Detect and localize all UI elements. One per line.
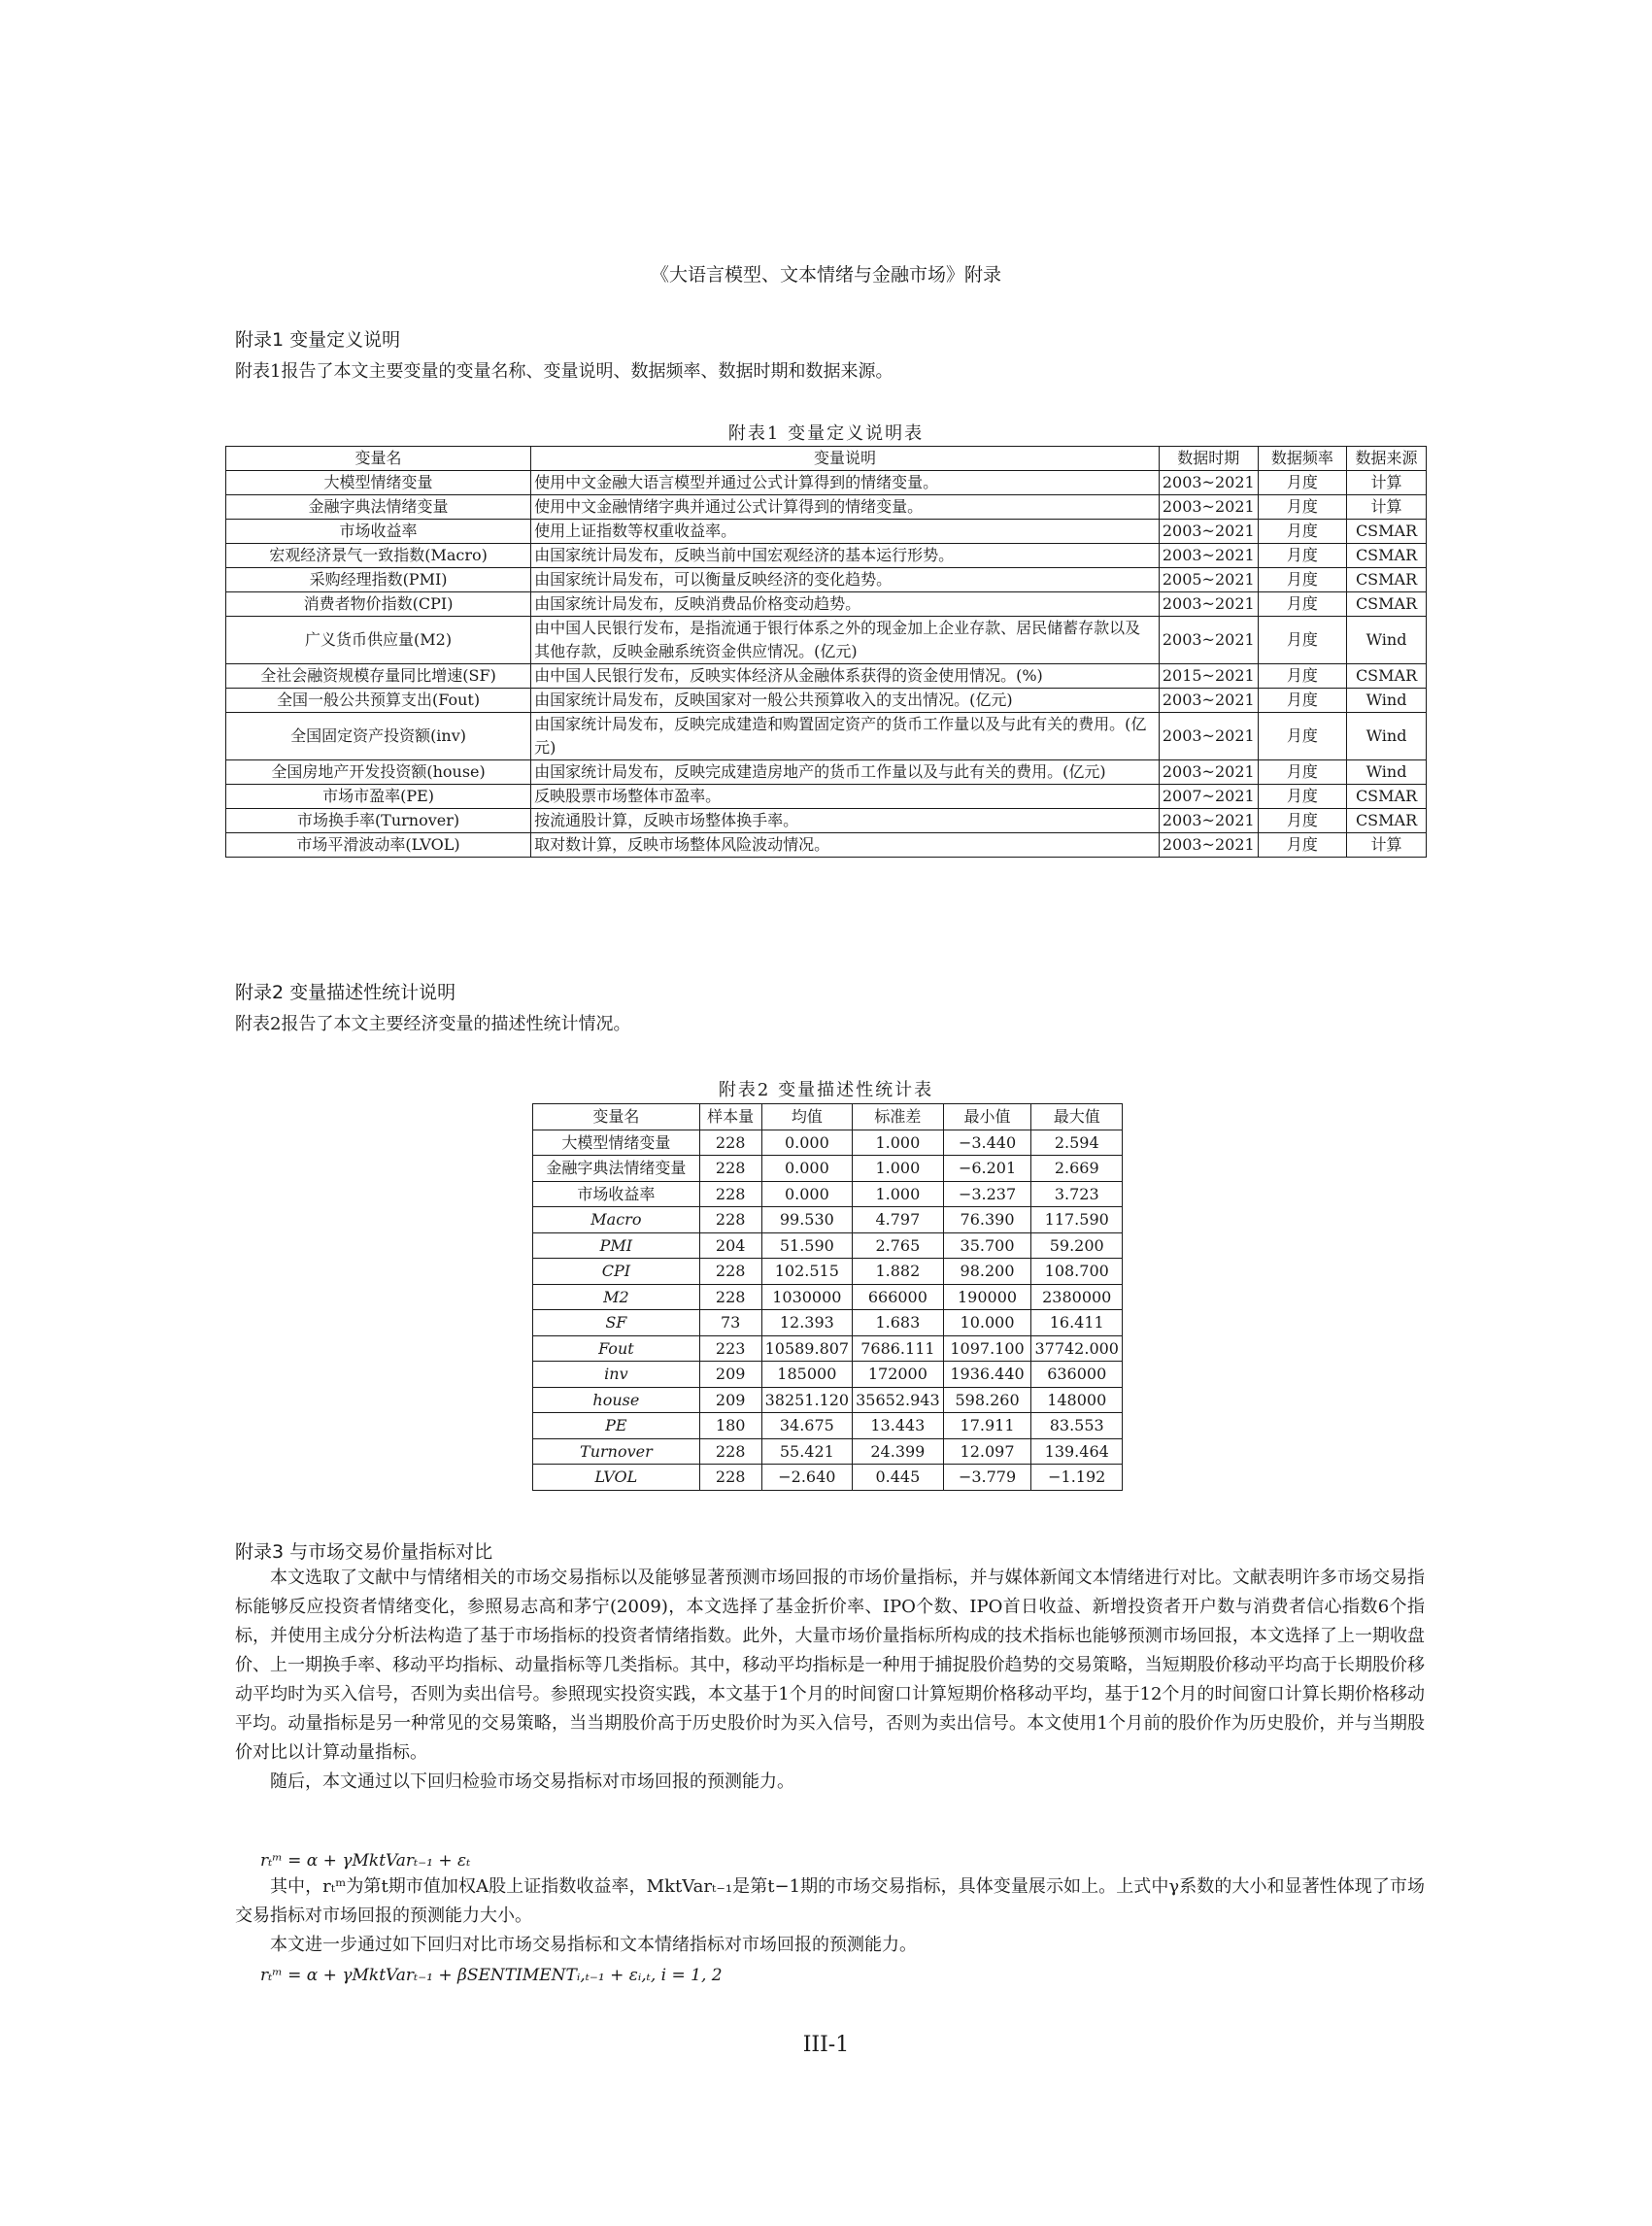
table-row <box>226 592 1427 617</box>
table-row <box>226 471 1427 495</box>
table-cell: 广义货币供应量(M2) <box>226 617 531 664</box>
table-cell: CSMAR <box>1347 568 1427 592</box>
table-cell: 由国家统计局发布，反映当前中国宏观经济的基本运行形势。 <box>531 544 1160 568</box>
table-row <box>226 664 1427 689</box>
table-cell: 10.000 <box>943 1310 1031 1336</box>
table-cell: 月度 <box>1258 713 1346 760</box>
table-row <box>533 1310 1123 1336</box>
table-cell: 市场收益率 <box>226 520 531 544</box>
table-cell: 2003~2021 <box>1159 760 1258 785</box>
table-cell: 计算 <box>1347 495 1427 520</box>
regression-formula-2: rₜᵐ = α + γMktVarₜ₋₁ + βSENTIMENTᵢ,ₜ₋₁ + εᵢ,ₜ, i = 1, 2 <box>260 1966 723 1985</box>
table-cell: 由国家统计局发布，反映完成建造房地产的货币工作量以及与此有关的费用。(亿元) <box>531 760 1160 785</box>
table-cell: Wind <box>1347 617 1427 664</box>
table-row <box>533 1259 1123 1285</box>
paragraph: 本文进一步通过如下回归对比市场交易指标和文本情绪指标对市场回报的预测能力。 <box>270 1935 917 1955</box>
appendix3-body-2 <box>235 1872 1425 1960</box>
table-cell: 35652.943 <box>853 1387 944 1413</box>
table-cell: 2003~2021 <box>1159 544 1258 568</box>
table-cell: 全国固定资产投资额(inv) <box>226 713 531 760</box>
table-cell: 市场收益率 <box>533 1181 700 1207</box>
table-cell: 2007~2021 <box>1159 785 1258 809</box>
table-cell: 98.200 <box>943 1259 1031 1285</box>
table-cell: CPI <box>533 1259 700 1285</box>
table-cell: SF <box>533 1310 700 1336</box>
variable-definition-table <box>225 446 1427 858</box>
table-cell: 0.000 <box>761 1156 853 1182</box>
table-cell: 2003~2021 <box>1159 809 1258 833</box>
table-cell: 34.675 <box>761 1413 853 1439</box>
table-cell: 2003~2021 <box>1159 592 1258 617</box>
table-cell: 金融字典法情绪变量 <box>226 495 531 520</box>
table-cell: 使用中文金融大语言模型并通过公式计算得到的情绪变量。 <box>531 471 1160 495</box>
table-row <box>226 785 1427 809</box>
table-cell: 2380000 <box>1031 1284 1123 1310</box>
table-cell: −3.779 <box>943 1465 1031 1491</box>
table-cell: 228 <box>699 1284 761 1310</box>
table-cell: 宏观经济景气一致指数(Macro) <box>226 544 531 568</box>
header-cell: 变量说明 <box>531 447 1160 471</box>
table-cell: 月度 <box>1258 809 1346 833</box>
table-cell: 1936.440 <box>943 1362 1031 1388</box>
table-cell: 228 <box>699 1181 761 1207</box>
table-cell: Wind <box>1347 760 1427 785</box>
paragraph: 其中，rₜᵐ为第t期市值加权A股上证指数收益率，MktVarₜ₋₁是第t−1期的市场交易指标，具体变量展示如上。上式中γ系数的大小和显著性体现了市场交易指标对市场回报的预测能力大小。 <box>235 1876 1425 1926</box>
table-cell: 月度 <box>1258 568 1346 592</box>
table-cell: 1.882 <box>853 1259 944 1285</box>
table-row <box>226 495 1427 520</box>
table-cell: 190000 <box>943 1284 1031 1310</box>
paragraph: 随后，本文通过以下回归检验市场交易指标对市场回报的预测能力。 <box>270 1771 794 1792</box>
table-cell: 16.411 <box>1031 1310 1123 1336</box>
table-cell: −3.237 <box>943 1181 1031 1207</box>
table-cell: 市场换手率(Turnover) <box>226 809 531 833</box>
table-row <box>226 809 1427 833</box>
table-row <box>226 520 1427 544</box>
table-row <box>226 617 1427 664</box>
table-cell: 全社会融资规模存量同比增速(SF) <box>226 664 531 689</box>
table-cell: 51.590 <box>761 1232 853 1259</box>
appendix1-intro: 附表1报告了本文主要变量的变量名称、变量说明、数据频率、数据时期和数据来源。 <box>235 361 893 382</box>
table-cell: 计算 <box>1347 833 1427 858</box>
table-cell: 2005~2021 <box>1159 568 1258 592</box>
table-cell: 38251.120 <box>761 1387 853 1413</box>
table-cell: 计算 <box>1347 471 1427 495</box>
table-cell: 24.399 <box>853 1438 944 1465</box>
appendix3-body <box>235 1564 1425 1797</box>
table-cell: 228 <box>699 1156 761 1182</box>
table-cell: house <box>533 1387 700 1413</box>
table-cell: 取对数计算，反映市场整体风险波动情况。 <box>531 833 1160 858</box>
table-cell: 按流通股计算，反映市场整体换手率。 <box>531 809 1160 833</box>
table-cell: 反映股票市场整体市盈率。 <box>531 785 1160 809</box>
descriptive-statistics-table <box>532 1103 1123 1491</box>
table-cell: −3.440 <box>943 1130 1031 1156</box>
table-header-row <box>533 1104 1123 1130</box>
table-cell: 228 <box>699 1438 761 1465</box>
header-cell: 均值 <box>761 1104 853 1130</box>
table-cell: 0.445 <box>853 1465 944 1491</box>
table-cell: 2003~2021 <box>1159 713 1258 760</box>
table-cell: 2.669 <box>1031 1156 1123 1182</box>
table-cell: 月度 <box>1258 785 1346 809</box>
table-cell: 使用中文金融情绪字典并通过公式计算得到的情绪变量。 <box>531 495 1160 520</box>
table-cell: 由国家统计局发布，可以衡量反映经济的变化趋势。 <box>531 568 1160 592</box>
table-cell: CSMAR <box>1347 520 1427 544</box>
table-row <box>226 544 1427 568</box>
table-cell: 金融字典法情绪变量 <box>533 1156 700 1182</box>
table-cell: PMI <box>533 1232 700 1259</box>
table-cell: 204 <box>699 1232 761 1259</box>
table-cell: CSMAR <box>1347 592 1427 617</box>
table-cell: 月度 <box>1258 544 1346 568</box>
table-cell: 由中国人民银行发布，反映实体经济从金融体系获得的资金使用情况。(%) <box>531 664 1160 689</box>
table-cell: Macro <box>533 1207 700 1233</box>
table-cell: 月度 <box>1258 760 1346 785</box>
table-cell: 由国家统计局发布，反映国家对一般公共预算收入的支出情况。(亿元) <box>531 689 1160 713</box>
table-row <box>533 1465 1123 1491</box>
table-row <box>533 1335 1123 1362</box>
table-cell: 172000 <box>853 1362 944 1388</box>
header-cell: 数据来源 <box>1347 447 1427 471</box>
table-cell: 228 <box>699 1207 761 1233</box>
table-cell: −6.201 <box>943 1156 1031 1182</box>
table-cell: 4.797 <box>853 1207 944 1233</box>
table-cell: PE <box>533 1413 700 1439</box>
regression-formula-1: rₜᵐ = α + γMktVarₜ₋₁ + εₜ <box>260 1851 471 1871</box>
table-cell: Fout <box>533 1335 700 1362</box>
table-row <box>226 833 1427 858</box>
table-cell: 月度 <box>1258 495 1346 520</box>
table-cell: 99.530 <box>761 1207 853 1233</box>
table-cell: 2003~2021 <box>1159 520 1258 544</box>
table-cell: 全国房地产开发投资额(house) <box>226 760 531 785</box>
table-cell: 月度 <box>1258 520 1346 544</box>
table-row <box>226 689 1427 713</box>
table-cell: −1.192 <box>1031 1465 1123 1491</box>
table-row <box>226 568 1427 592</box>
table-cell: 月度 <box>1258 664 1346 689</box>
table-cell: 83.553 <box>1031 1413 1123 1439</box>
table-cell: 7686.111 <box>853 1335 944 1362</box>
table-cell: 月度 <box>1258 689 1346 713</box>
table-cell: 2015~2021 <box>1159 664 1258 689</box>
table-cell: 636000 <box>1031 1362 1123 1388</box>
table-cell: 市场平滑波动率(LVOL) <box>226 833 531 858</box>
table-cell: 102.515 <box>761 1259 853 1285</box>
table-cell: 由中国人民银行发布，是指流通于银行体系之外的现金加上企业存款、居民储蓄存款以及其他存款，反映金融系统资金供应情况。(亿元) <box>531 617 1160 664</box>
table-cell: 0.000 <box>761 1130 853 1156</box>
table-cell: 2.765 <box>853 1232 944 1259</box>
table-cell: 全国一般公共预算支出(Fout) <box>226 689 531 713</box>
table-cell: 采购经理指数(PMI) <box>226 568 531 592</box>
table-cell: 180 <box>699 1413 761 1439</box>
table-cell: 使用上证指数等权重收益率。 <box>531 520 1160 544</box>
table-cell: 3.723 <box>1031 1181 1123 1207</box>
table-cell: 2003~2021 <box>1159 495 1258 520</box>
table-cell: 185000 <box>761 1362 853 1388</box>
table-row <box>533 1387 1123 1413</box>
table-cell: 1097.100 <box>943 1335 1031 1362</box>
table-cell: 223 <box>699 1335 761 1362</box>
table-cell: 月度 <box>1258 592 1346 617</box>
appendix2-heading: 附录2 变量描述性统计说明 <box>235 982 456 1003</box>
table-cell: 1.000 <box>853 1181 944 1207</box>
table-cell: 2003~2021 <box>1159 617 1258 664</box>
table-cell: 73 <box>699 1310 761 1336</box>
table-row <box>533 1207 1123 1233</box>
table-cell: 666000 <box>853 1284 944 1310</box>
table-row <box>533 1232 1123 1259</box>
table-cell: 55.421 <box>761 1438 853 1465</box>
paragraph: 本文选取了文献中与情绪相关的市场交易指标以及能够显著预测市场回报的市场价量指标，并与媒体新闻文本情绪进行对比。文献表明许多市场交易指标能够反应投资者情绪变化，参照易志高和茅宁(2009)，本文选择了基金折价率、IPO个数、IPO首日收益、新增投资者开户数与消费者信心指数6个指标，并使用主成分分析法构造了基于市场指标的投资者情绪指数。此外，大量市场价量指标所构成的技术指标也能够预测市场回报，本文选择了上一期收盘价、上一期换手率、移动平均指标、动量指标等几类指标。其中，移动平均指标是一种用于捕捉股价趋势的交易策略，当短期股价移动平均高于长期股价移动平均时为买入信号，否则为卖出信号。参照现实投资实践，本文基于1个月的时间窗口计算短期价格移动平均，基于12个月的时间窗口计算长期价格移动平均。动量指标是另一种常见的交易策略，当当期股价高于历史股价时为买入信号，否则为卖出信号。本文使用1个月前的股价作为历史股价，并与当期股价对比以计算动量指标。 <box>235 1568 1425 1763</box>
table-cell: CSMAR <box>1347 664 1427 689</box>
table-cell: M2 <box>533 1284 700 1310</box>
header-cell: 数据频率 <box>1258 447 1346 471</box>
table-cell: 2.594 <box>1031 1130 1123 1156</box>
table-cell: 10589.807 <box>761 1335 853 1362</box>
appendix3-heading: 附录3 与市场交易价量指标对比 <box>235 1541 493 1563</box>
table-cell: 月度 <box>1258 617 1346 664</box>
table-cell: Turnover <box>533 1438 700 1465</box>
table-cell: 消费者物价指数(CPI) <box>226 592 531 617</box>
table-row <box>533 1156 1123 1182</box>
table-cell: 209 <box>699 1387 761 1413</box>
table-cell: 76.390 <box>943 1207 1031 1233</box>
table-row <box>533 1362 1123 1388</box>
table-cell: −2.640 <box>761 1465 853 1491</box>
table-cell: 2003~2021 <box>1159 471 1258 495</box>
table-cell: 大模型情绪变量 <box>533 1130 700 1156</box>
table-cell: 由国家统计局发布，反映完成建造和购置固定资产的货币工作量以及与此有关的费用。(亿元) <box>531 713 1160 760</box>
table1-caption: 附表1 变量定义说明表 <box>727 423 925 444</box>
appendix1-heading: 附录1 变量定义说明 <box>235 329 401 351</box>
appendix2-intro: 附表2报告了本文主要经济变量的描述性统计情况。 <box>235 1014 631 1034</box>
table-cell: 1030000 <box>761 1284 853 1310</box>
table-row <box>533 1181 1123 1207</box>
table-cell: 117.590 <box>1031 1207 1123 1233</box>
table-row <box>533 1284 1123 1310</box>
table-cell: 59.200 <box>1031 1232 1123 1259</box>
table-row <box>533 1413 1123 1439</box>
table-cell: 0.000 <box>761 1181 853 1207</box>
table-header-row <box>226 447 1427 471</box>
header-cell: 变量名 <box>533 1104 700 1130</box>
table-cell: 月度 <box>1258 471 1346 495</box>
header-cell: 样本量 <box>699 1104 761 1130</box>
table-row <box>226 760 1427 785</box>
table-cell: 139.464 <box>1031 1438 1123 1465</box>
table-cell: 月度 <box>1258 833 1346 858</box>
document-title: 《大语言模型、文本情绪与金融市场》附录 <box>650 264 1001 286</box>
table-cell: CSMAR <box>1347 785 1427 809</box>
header-cell: 数据时期 <box>1159 447 1258 471</box>
table-cell: 2003~2021 <box>1159 689 1258 713</box>
table-cell: 由国家统计局发布，反映消费品价格变动趋势。 <box>531 592 1160 617</box>
header-cell: 变量名 <box>226 447 531 471</box>
table-cell: 228 <box>699 1465 761 1491</box>
table-cell: 598.260 <box>943 1387 1031 1413</box>
table-cell: 148000 <box>1031 1387 1123 1413</box>
table-cell: 2003~2021 <box>1159 833 1258 858</box>
table-row <box>226 713 1427 760</box>
table-row <box>533 1130 1123 1156</box>
header-cell: 最小值 <box>943 1104 1031 1130</box>
table-row <box>533 1438 1123 1465</box>
table-cell: CSMAR <box>1347 809 1427 833</box>
table-cell: 35.700 <box>943 1232 1031 1259</box>
table-cell: 12.393 <box>761 1310 853 1336</box>
table-cell: LVOL <box>533 1465 700 1491</box>
table-cell: 大模型情绪变量 <box>226 471 531 495</box>
table-cell: 209 <box>699 1362 761 1388</box>
header-cell: 标准差 <box>853 1104 944 1130</box>
table-cell: 1.000 <box>853 1156 944 1182</box>
table-cell: 108.700 <box>1031 1259 1123 1285</box>
table-cell: 228 <box>699 1130 761 1156</box>
table2-caption: 附表2 变量描述性统计表 <box>718 1080 934 1100</box>
table-cell: 228 <box>699 1259 761 1285</box>
table-cell: Wind <box>1347 713 1427 760</box>
header-cell: 最大值 <box>1031 1104 1123 1130</box>
table-cell: CSMAR <box>1347 544 1427 568</box>
table-cell: 市场市盈率(PE) <box>226 785 531 809</box>
table-cell: 1.000 <box>853 1130 944 1156</box>
table-cell: 12.097 <box>943 1438 1031 1465</box>
table-cell: inv <box>533 1362 700 1388</box>
table-cell: 17.911 <box>943 1413 1031 1439</box>
table-cell: 13.443 <box>853 1413 944 1439</box>
table-cell: Wind <box>1347 689 1427 713</box>
page-number: III-1 <box>802 2033 850 2057</box>
table-cell: 1.683 <box>853 1310 944 1336</box>
table-cell: 37742.000 <box>1031 1335 1123 1362</box>
